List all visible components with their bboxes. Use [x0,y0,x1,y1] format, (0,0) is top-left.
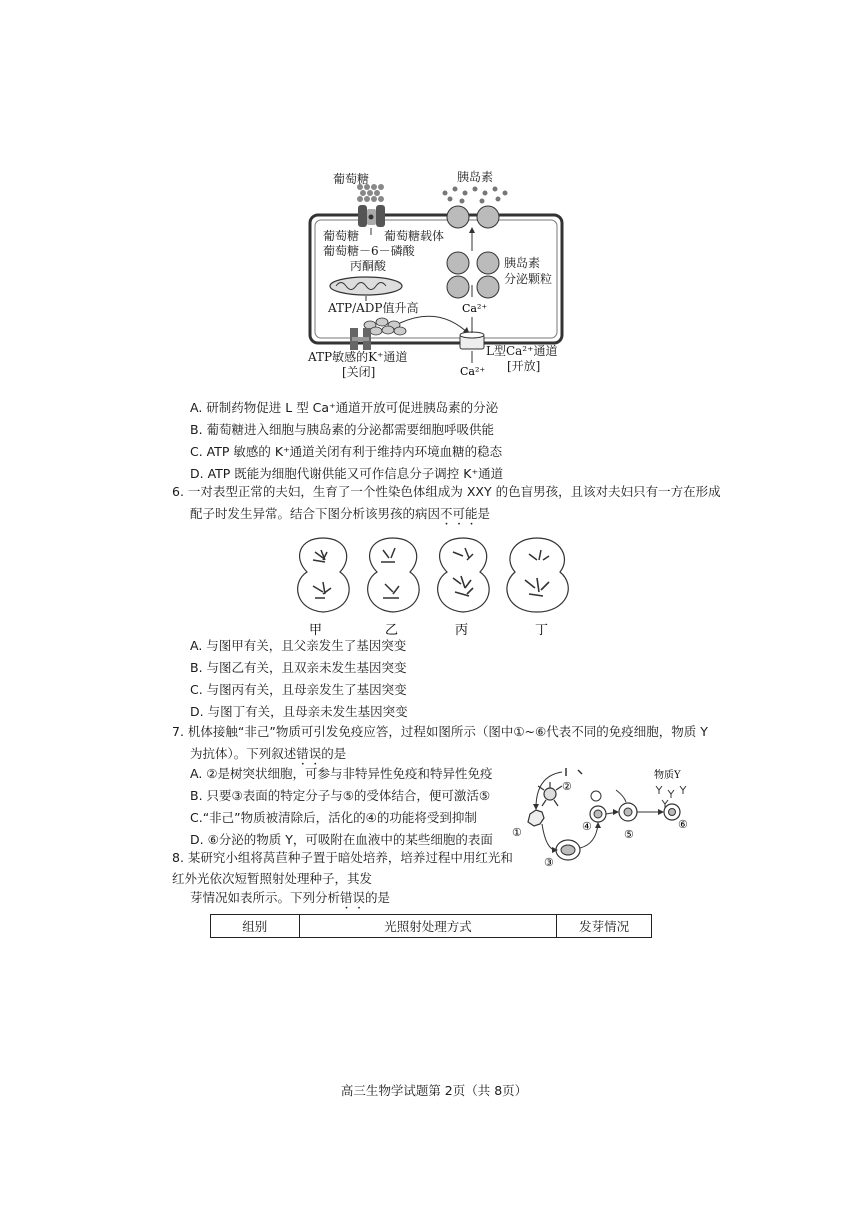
q8-stem-line1: 8. 某研究小组将莴苣种子置于暗处培养，培养过程中用红光和 [172,850,513,865]
secreted-insulin-icon [443,187,508,204]
q7-option-a: A. ②是树突状细胞，可参与非特异性免疫和特异性免疫 [190,766,493,781]
cell-division-figure [285,532,595,637]
q5-option-b: B. 葡萄糖进入细胞与胰岛素的分泌都需要细胞呼吸供能 [190,422,495,437]
glucose-top-label: 葡萄糖 [333,172,370,186]
fig-label-4: ④ [582,820,592,833]
cell-ding-icon [507,538,568,612]
cell-jia-icon [298,538,349,612]
fig-label-6: ⑥ [678,818,688,831]
glucose-in-label: 葡萄糖 [323,229,360,243]
glucose-carrier-icon [358,205,385,227]
fig-label-5: ⑤ [624,828,634,841]
table-header-row [211,915,652,938]
insulin-secretion-figure [300,165,570,380]
q6-option-b: B. 与图乙有关，且双亲未发生基因突变 [190,660,407,675]
cell-bing-icon [438,538,489,612]
table-header-treatment: 光照射处理方式 [299,915,557,938]
ca-lower-label: Ca²⁺ [460,365,486,378]
k-channel-state: [关闭] [342,365,376,379]
page-footer: 高三生物学试题第 2页（共 8页） [340,1083,528,1098]
atp-ratio-label: ATP/ADP值升高 [328,301,419,315]
ca-channel-icon [460,332,484,349]
q7-option-d: D. ⑥分泌的物质 Y，可吸附在血液中的某些细胞的表面 [190,832,493,847]
q6-option-c: C. 与图丙有关，且母亲发生了基因突变 [190,682,407,697]
q5-option-d: D. ATP 既能为细胞代谢供能又可作信息分子调控 K⁺通道 [190,466,504,481]
q6-stem-line1: 6. 一对表型正常的夫妇，生育了一个性染色体组成为 XXY 的色盲男孩，且该对夫妇只有一方在形成 [172,484,721,499]
g6p-label: 葡萄糖－6－磷酸 [323,244,415,258]
table-header-germination: 发芽情况 [557,915,652,938]
q5-option-a: A. 研制药物促进 L 型 Ca⁺通道开放可促进胰岛素的分泌 [190,400,499,415]
substance-y-label: 物质Y [654,770,681,781]
cell-5-icon [619,803,637,821]
q8-stem-line2: 红外光依次短暂照射处理种子，其发 [172,871,373,886]
cell-3-icon [556,840,580,860]
insulin-top-label: 胰岛素 [457,170,494,184]
glucose-carrier-label: 葡萄糖载体 [384,229,445,243]
pyruvate-label: 丙酮酸 [350,259,387,273]
granule-label-1: 胰岛素 [504,256,541,270]
glucose-molecules-icon [357,184,384,202]
k-channel-label: ATP敏感的K⁺通道 [308,350,408,364]
ca-upper-label: Ca²⁺ [462,302,488,315]
cell-4-icon [590,791,606,822]
q8-table [210,914,652,938]
q7-stem-line1: 7. 机体接触“非己”物质可引发免疫应答，过程如图所示（图中①~⑥代表不同的免疫细胞，物质 Y [172,724,708,739]
q7-option-b: B. 只要③表面的特定分子与⑤的受体结合，便可激活⑤ [190,788,491,803]
granule-label-2: 分泌颗粒 [504,272,553,286]
q6-option-a: A. 与图甲有关，且父亲发生了基因突变 [190,638,407,653]
immune-response-figure [506,760,696,870]
cell-yi-icon [368,538,419,612]
q6-stem-line2: 配子时发生异常。结合下图分析该男孩的病因不可能是 [190,506,491,521]
table-header-group: 组别 [211,915,300,938]
q8-stem-line3: 芽情况如表所示。下列分析错误的是 [190,890,391,905]
cell-label-jia: 甲 [309,623,323,637]
l-channel-label: L型Ca²⁺通道 [486,344,558,358]
q7-emphasis: 错误 [296,746,322,761]
fig-label-3: ③ [544,856,554,869]
fig-label-2: ② [562,780,572,793]
q6-emphasis: 不可能 [440,506,478,521]
q7-option-c: C.“非己”物质被清除后，活化的④的功能将受到抑制 [190,810,477,825]
cell-label-yi: 乙 [385,623,399,637]
cell-label-ding: 丁 [535,623,549,637]
mitochondrion-icon [330,277,402,295]
cell-label-bing: 丙 [455,623,469,637]
q6-option-d: D. 与图丁有关，且母亲未发生基因突变 [190,704,408,719]
l-channel-state: [开放] [507,359,541,373]
q8-emphasis: 错误 [340,890,366,905]
q7-stem-line2: 为抗体）。下列叙述错误的是 [190,746,347,761]
fig-label-1: ① [512,826,522,839]
cell-1-icon [528,810,544,826]
k-channel-icon [350,328,371,350]
q5-option-c: C. ATP 敏感的 K⁺通道关闭有利于维持内环境血糖的稳态 [190,444,503,459]
dendritic-cell-icon [538,782,562,806]
